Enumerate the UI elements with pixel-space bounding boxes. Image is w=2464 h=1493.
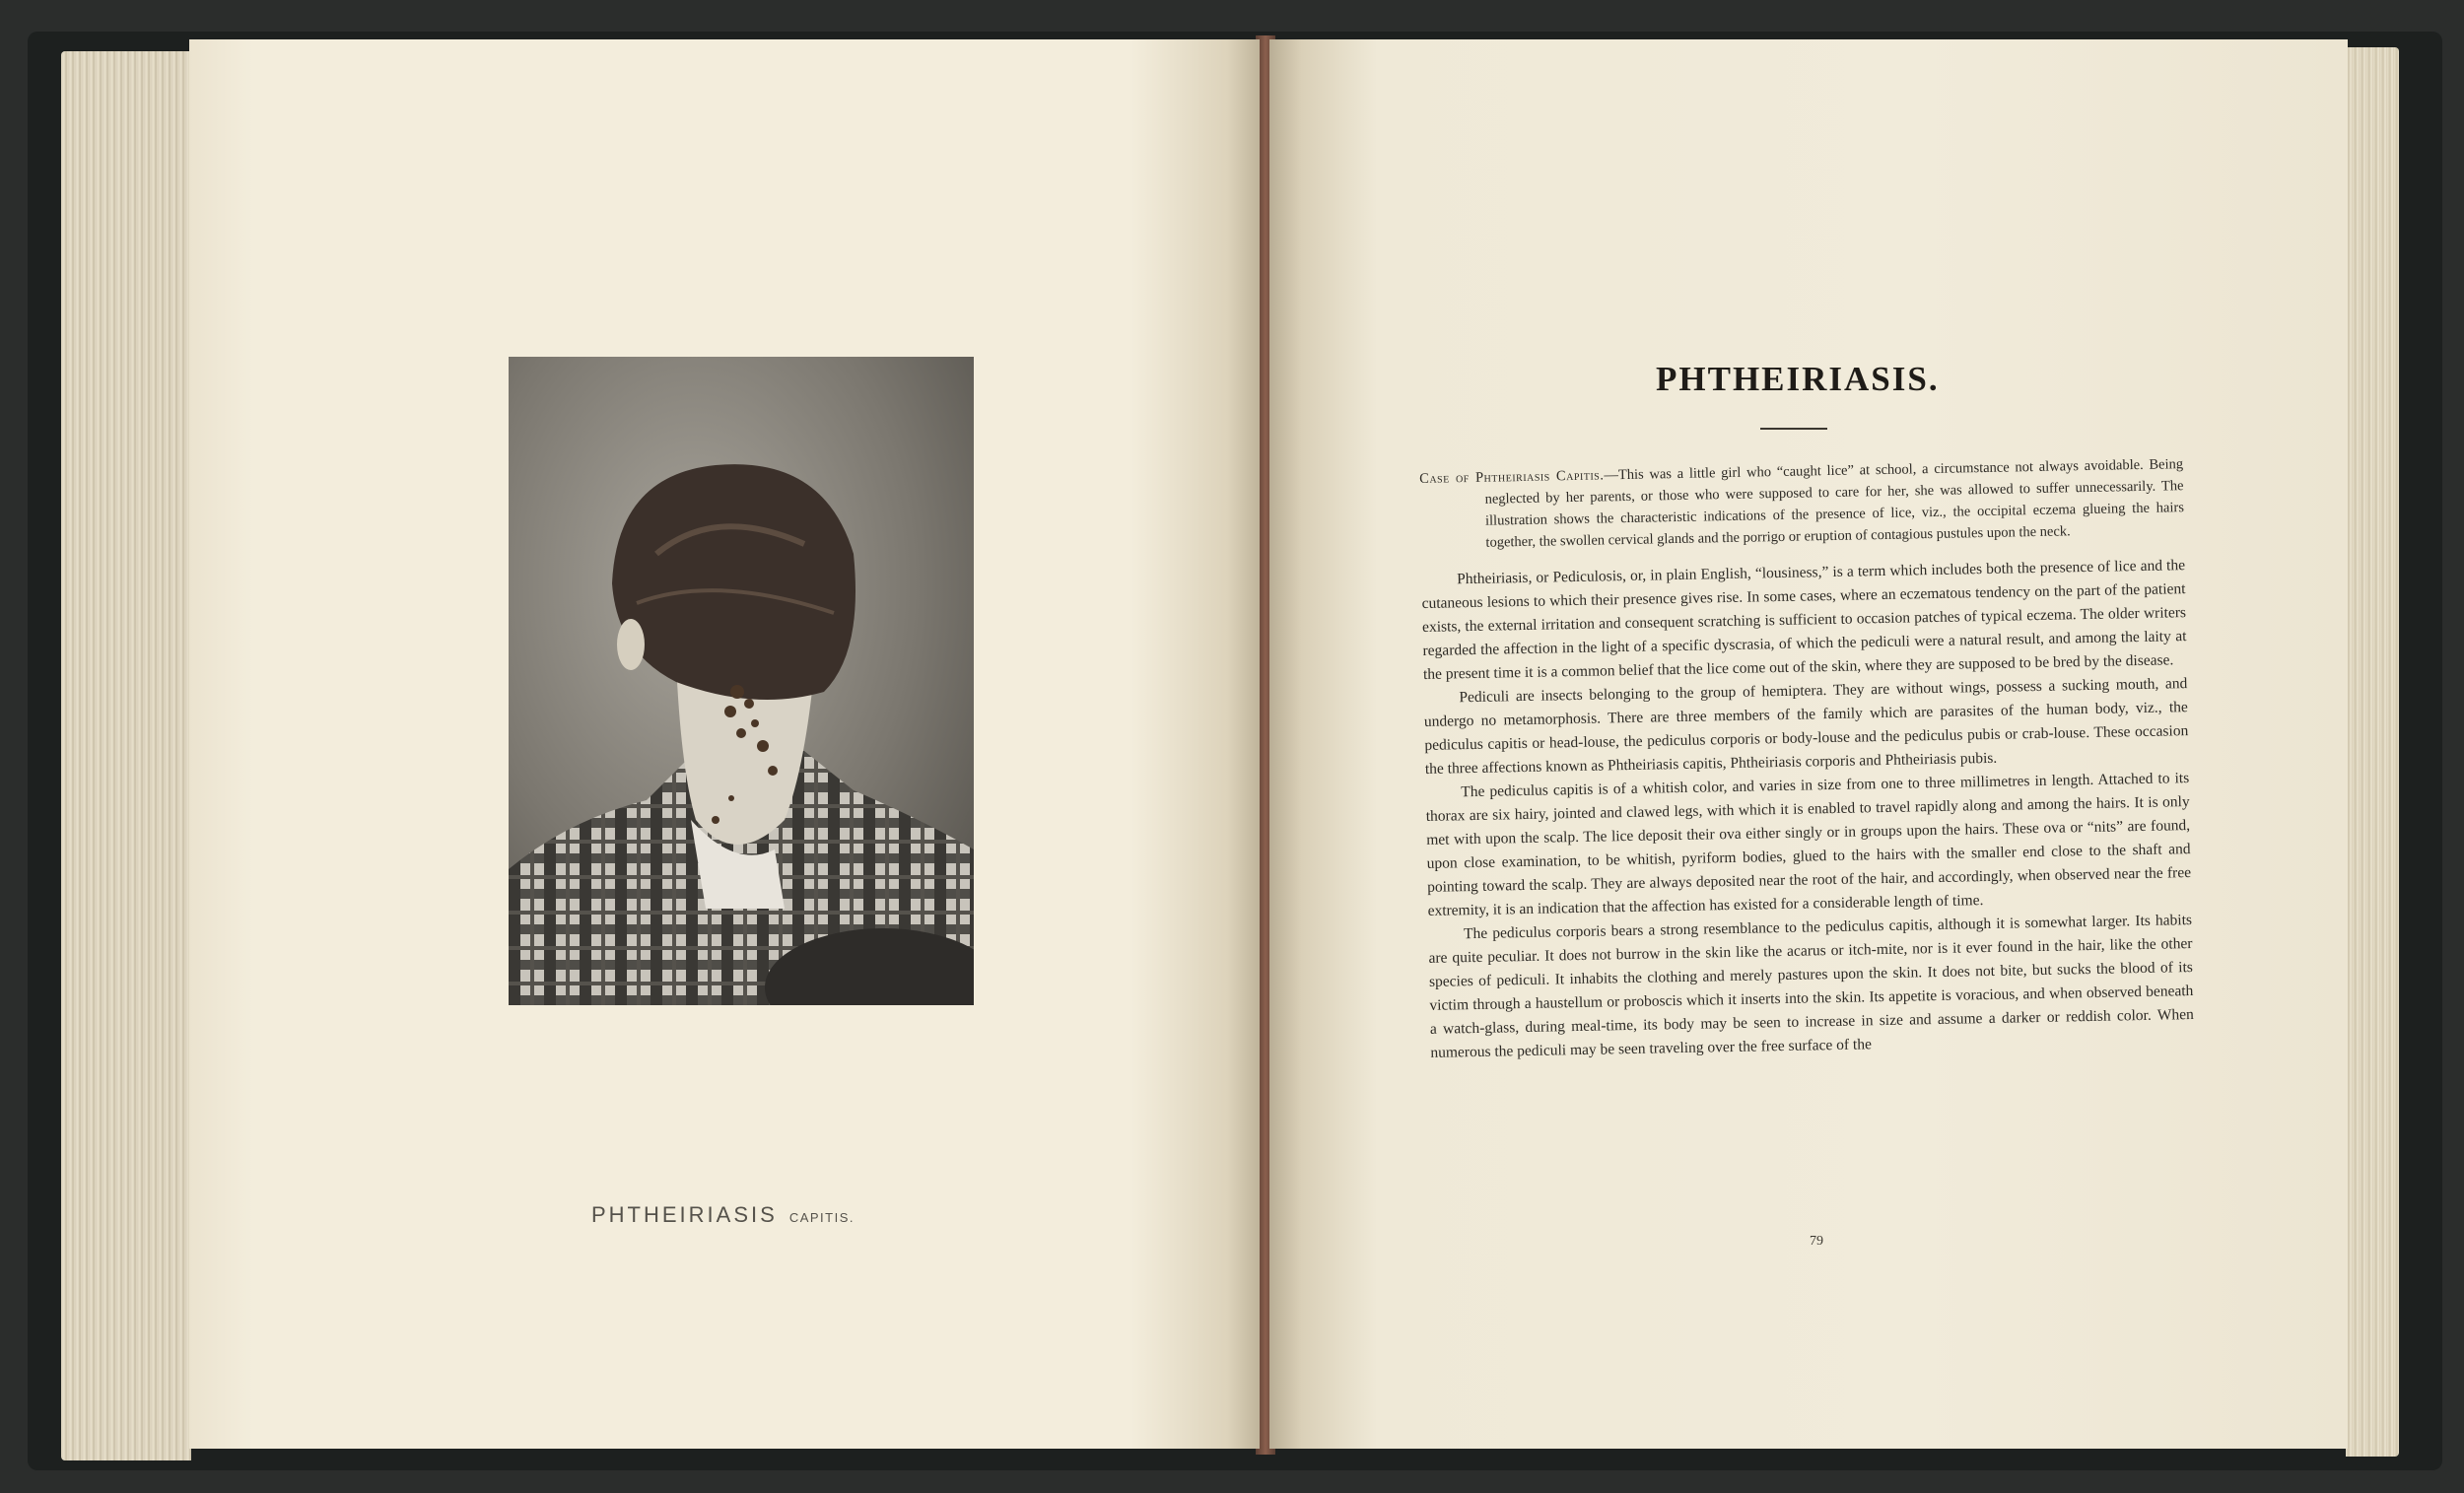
paragraph-1: Phtheiriasis, or Pediculosis, or, in plain English, “lousiness,” is a term which includes both the presence of lice and the cutaneous lesions to which their presence gives rise. In some cases, where an eczematous tendency on the part of the patient exists, the external irritation and consequent scratching is sufficient to occasion patches of typical eczema. The older writers regarded the affection in the light of a specific dyscrasia, of which the pediculi were a natural result, and among the laity at the present time it is a common belief that the lice come out of the skin, where they are supposed to be bred by the disease. bbox=[1421, 557, 2187, 683]
page-edges-left bbox=[61, 51, 191, 1460]
plate-caption bbox=[591, 1202, 855, 1228]
plate-photograph bbox=[509, 357, 974, 1005]
chapter-title: PHTHEIRIASIS. bbox=[1656, 360, 1940, 398]
case-paragraph bbox=[1419, 453, 2185, 555]
plate-caption-main: PHTHEIRIASIS bbox=[591, 1202, 778, 1227]
case-text: —This was a little girl who “caught lice” at school, a circumstance not always avoidable. Being neglected by her parents, or those who were supposed to care for her, she was allowed to suffer unnecessarily. The illustration shows the characteristic indications of the presence of lice, viz., the occipital eczema glueing the hairs together, the swollen cervical glands and the porrigo or eruption of contagious pustules upon the neck. bbox=[1484, 456, 2185, 551]
title-divider bbox=[1760, 428, 1827, 430]
page-number: 79 bbox=[1810, 1234, 1823, 1249]
paragraph-4: The pediculus corporis bears a strong resemblance to the pediculus capitis, although it is somewhat larger. Its habits are quite peculiar. It does not burrow in the skin like the acarus or itch-mite, nor is it ever found in the hair, like the other species of pediculi. It inhabits the clothing and merely pastures upon the skin. It does not bite, but sucks the blood of its victim through a haustellum or proboscis which it inserts into the skin. Its appetite is voracious, and when observed beneath a watch-glass, during meal-time, its body may be seen to increase in size and assume a darker or reddish color. When numerous the pediculi may be seen traveling over the free surface of the bbox=[1428, 912, 2194, 1061]
body-text bbox=[1419, 453, 2194, 1065]
photo-illustration bbox=[509, 357, 974, 1005]
page-edges-right bbox=[2346, 47, 2399, 1457]
case-heading: Case of Phtheiriasis Capitis. bbox=[1419, 467, 1605, 487]
plate-caption-sub: CAPITIS. bbox=[788, 1210, 855, 1225]
paragraph-3: The pediculus capitis is of a whitish color, and varies in size from one to three millimetres in length. Attached to its thorax are six hairy, jointed and clawed legs, with which it is enabled to travel rapidly along and among the hairs. It is only met with upon the scalp. The lice deposit their ova either singly or in groups upon the hairs. These ova or “nits” are found, upon close examination, to be whitish, pyriform bodies, glued to the hairs with the smaller end close to the shaft and pointing toward the scalp. They are always deposited near the root of the hair, and accordingly, when observed near the free extremity, it is an indication that the affection has existed for a considerable length of time. bbox=[1425, 770, 2192, 919]
paragraph-2: Pediculi are insects belonging to the group of hemiptera. They are without wings, possess a sucking mouth, and undergo no metamorphosis. There are three members of the family which are parasites of the human body, viz., the pediculus capitis or head-louse, the pediculus corporis or body-louse and the pediculus pubis or crab-louse. These occasion the three affections known as Phtheiriasis capitis, Phtheiriasis corporis and Phtheiriasis pubis. bbox=[1423, 675, 2189, 778]
